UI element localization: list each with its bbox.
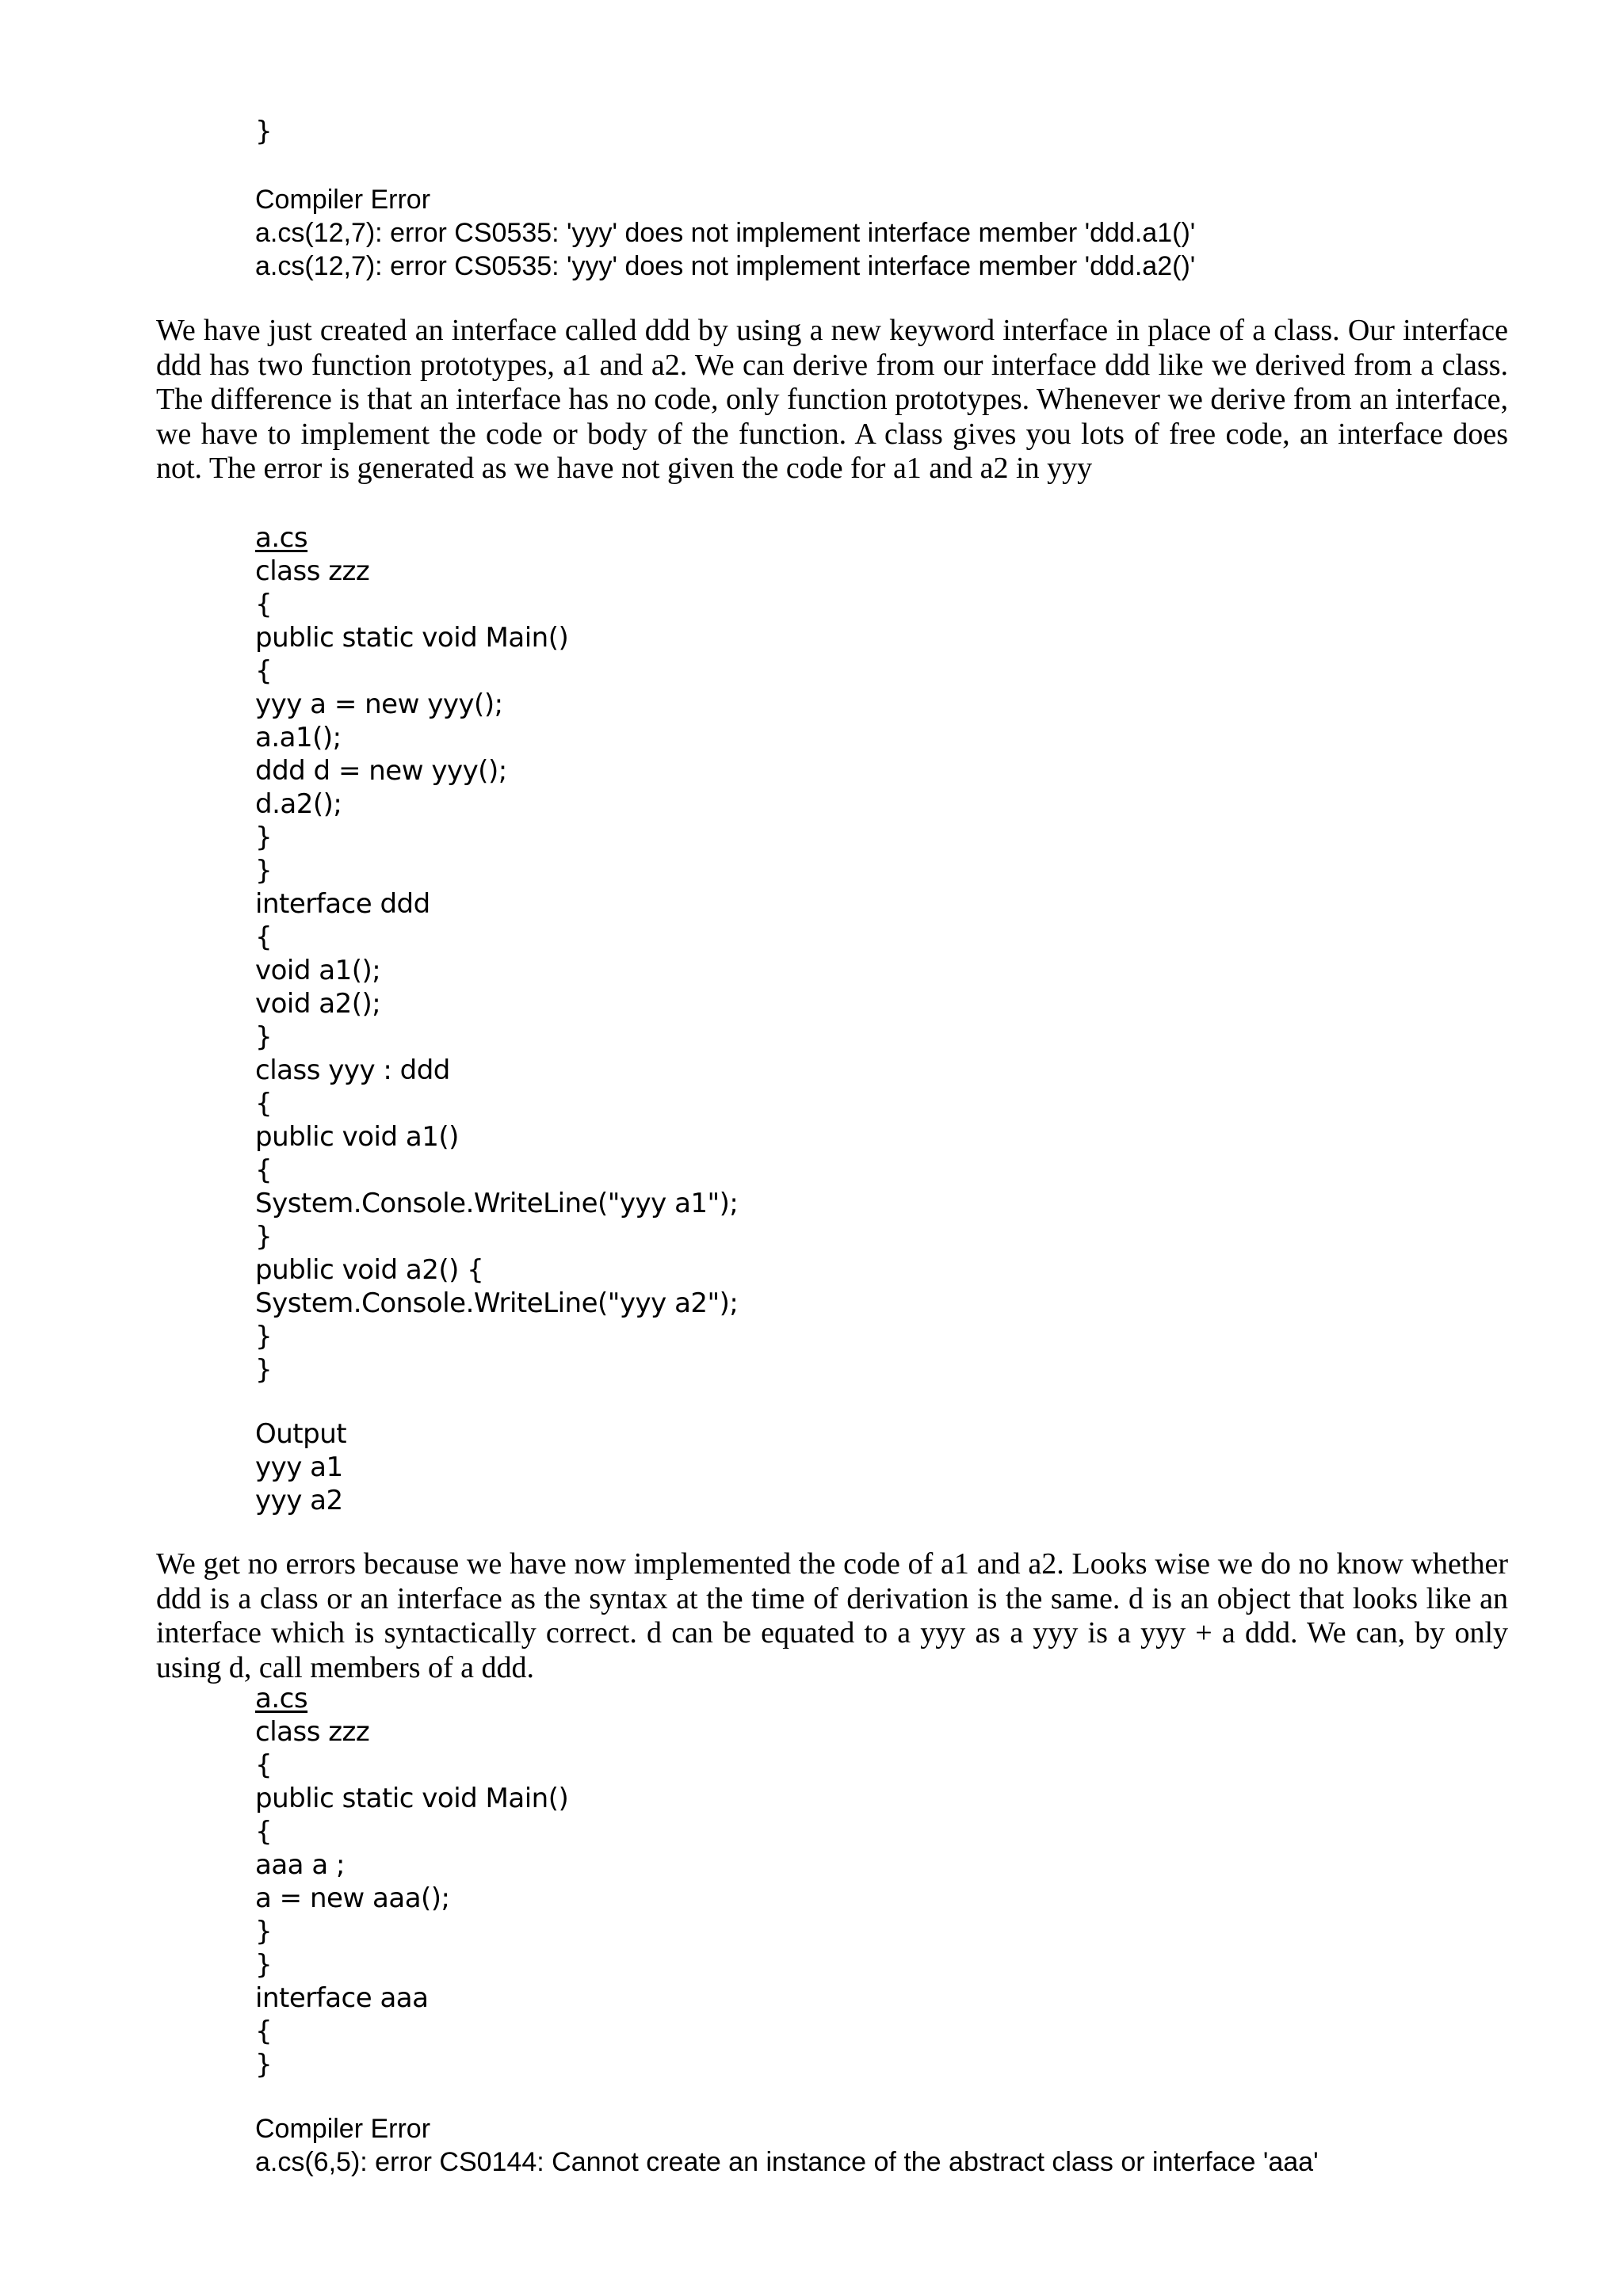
error-heading: Compiler Error [255,2114,431,2144]
code-line: interface ddd [255,888,430,920]
code-line: } [255,855,273,887]
output-line: yyy a1 [255,1451,343,1483]
code-line: class zzz [255,555,370,587]
code-line: d.a2(); [255,788,342,820]
code-filename: a.cs [255,522,308,554]
code-line: ddd d = new yyy(); [255,755,507,787]
code-line: System.Console.WriteLine("yyy a1"); [255,1188,739,1219]
code-line: a.a1(); [255,722,342,753]
code-line: } [255,1021,273,1053]
error-heading: Compiler Error [255,185,431,215]
output-heading: Output [255,1418,347,1450]
code-line: System.Console.WriteLine("yyy a2"); [255,1287,739,1319]
code-line: { [255,921,273,953]
code-line: a = new aaa(); [255,1882,450,1914]
error-line: a.cs(6,5): error CS0144: Cannot create an instance of the abstract class or interface 'aaa' [255,2147,1319,2177]
code-line: yyy a = new yyy(); [255,688,503,720]
code-line: public static void Main() [255,622,569,654]
code-line: { [255,1154,273,1186]
error-line: a.cs(12,7): error CS0535: 'yyy' does not implement interface member 'ddd.a1()' [255,218,1196,248]
code-filename: a.cs [255,1683,308,1714]
code-line: { [255,1749,273,1781]
output-line: yyy a2 [255,1485,343,1516]
code-line: { [255,1088,273,1119]
code-line: { [255,655,273,687]
code-line: { [255,589,273,620]
code-line: } [255,1221,273,1253]
code-line: } [255,116,273,147]
code-line: void a2(); [255,988,381,1020]
code-line: class zzz [255,1716,370,1748]
code-line: { [255,2016,273,2047]
code-line: } [255,1916,273,1947]
code-line: aaa a ; [255,1849,345,1881]
code-line: interface aaa [255,1982,429,2014]
code-line: public void a1() [255,1121,459,1153]
code-line: public static void Main() [255,1783,569,1814]
code-line: } [255,822,273,853]
code-line: } [255,1949,273,1981]
code-line: { [255,1816,273,1848]
body-paragraph: We have just created an interface called ddd by using a new keyword interface in place of a class. Our interface ddd has two function prototypes, a1 and a2. We can derive from our interface ddd like we derived from a class. The difference is that an interface has no code, only function prototypes. Whenever we derive from an interface, we have to implement the code or body of the function. A class gives you lots of free code, an interface does not. The error is generated as we have not given the code for a1 and a2 in yyy [156,314,1508,485]
code-line: } [255,1321,273,1352]
code-line: } [255,2049,273,2081]
code-line: void a1(); [255,955,381,986]
error-line: a.cs(12,7): error CS0535: 'yyy' does not implement interface member 'ddd.a2()' [255,251,1196,281]
code-line: class yyy : ddd [255,1055,450,1086]
code-line: } [255,1354,273,1386]
code-line: public void a2() { [255,1254,484,1286]
body-paragraph: We get no errors because we have now implemented the code of a1 and a2. Looks wise we do no know whether ddd is a class or an interface as the syntax at the time of derivation is the same. d is an object that looks like an interface which is syntactically correct. d can be equated to a yyy as a yyy is a yyy + a ddd. We can, by only using d, call members of a ddd. [156,1547,1508,1684]
